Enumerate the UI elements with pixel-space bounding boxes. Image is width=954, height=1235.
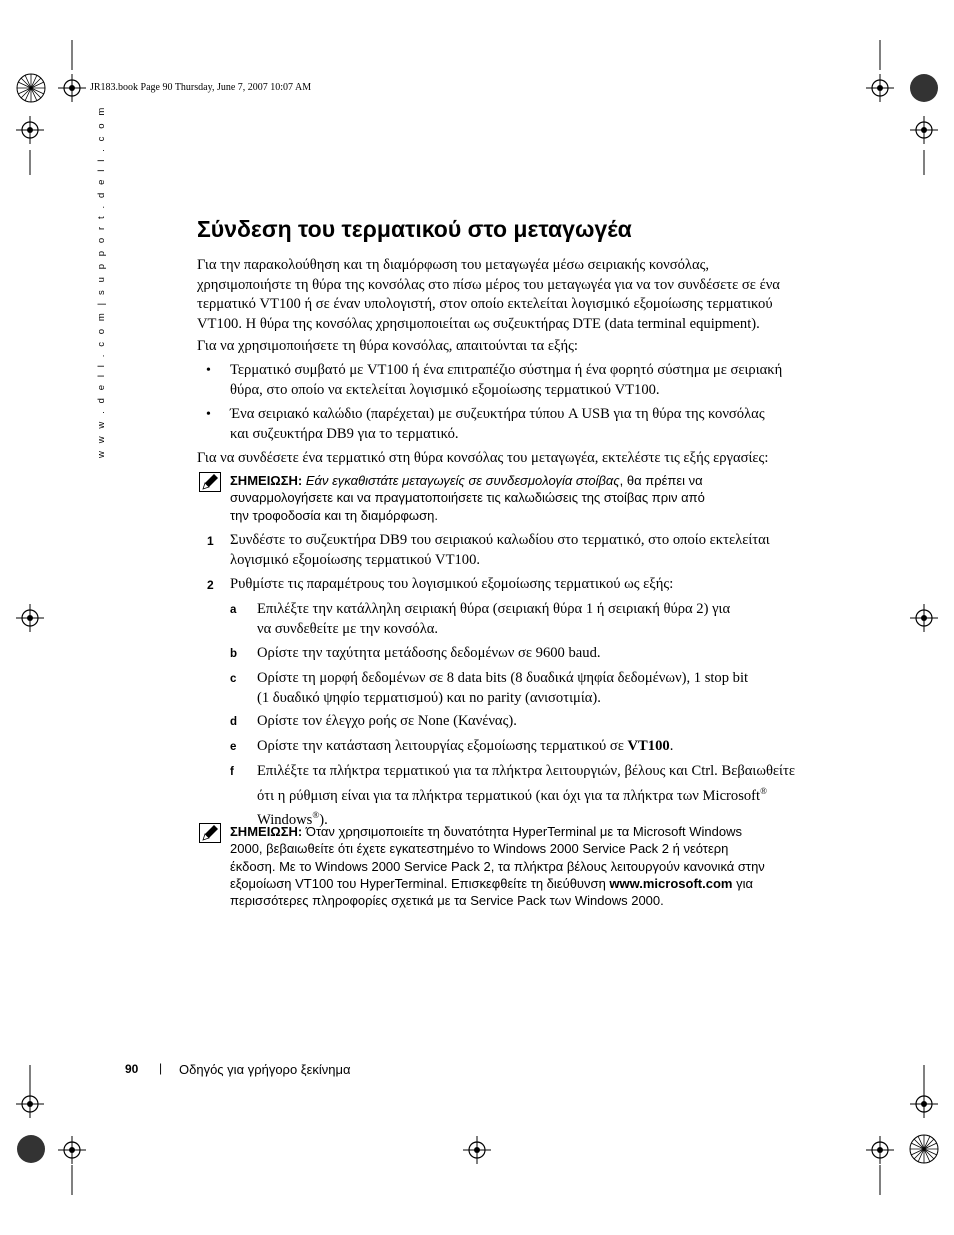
note-stacking: ΣΗΜΕΙΩΣΗ: Εάν εγκαθιστάτε μεταγωγείς σε συνδεσμολογία στοίβας, θα πρέπει να συναρμολογήσετε και να πραγματοποιήσετε τις καλωδιώσεις της στοίβας πριν από την τροφοδοσία και τη διαμόρφωση. [230,473,705,523]
microsoft-link[interactable]: www.microsoft.com [609,875,733,891]
bullet-mark: • [206,363,211,378]
note-hyperterminal: ΣΗΜΕΙΩΣΗ: Όταν χρησιμοποιείτε τη δυνατότητα HyperTerminal με τα Microsoft Windows 2000, βεβαιωθείτε ότι έχετε εγκατεστημένο το Windows 2000 Service Pack 2 ή νεότερη έκδοση. Με το Windows 2000 Service Pack 2, τα πλήκτρα βέλους λειτουργούν κανονικά στην εξομοίωση VT100 του HyperTerminal. Επισκεφθείτε τη διεύθυνση www.microsoft.com για περισσότερες πληροφορίες σχετικά με τα Service Pack των Windows 2000. [230,824,765,909]
substep-text: Επιλέξτε τα πλήκτρα τερματικού για τα πλήκτρα λειτουργιών, βέλους και Ctrl. Βεβαιωθείτε ότι η ρύθμιση είναι για τα πλήκτρα τερματικού (και όχι για τα πλήκτρα των Microsoft® Windows®). [257,763,795,828]
substep-text: Ορίστε τη μορφή δεδομένων σε 8 data bits (8 δυαδικά ψηφία δεδομένων), 1 stop bit (1 δυαδικό ψηφίο τερματισμού) και no parity (ανισοτιμία). [257,670,749,706]
step-number: 2 [207,578,214,592]
substep-text: Ορίστε την κατάσταση λειτουργίας εξομοίωσης τερματικού σε VT100. [257,738,674,754]
print-header: JR183.book Page 90 Thursday, June 7, 2007 10:07 AM [90,82,312,93]
bullet-item: Τερματικό συμβατό με VT100 ή ένα επιτραπέζιο σύστημα ή ένα φορητό σύστημα με σειριακή θύρα, στο οποίο να εκτελείται λογισμικό εξομοίωσης τερματικού VT100. [230,362,783,398]
substep-letter: f [230,766,234,778]
requirements-lead: Για να χρησιμοποιήσετε τη θύρα κονσόλας, απαιτούνται τα εξής: [197,338,578,354]
side-url: w w w . d e l l . c o m | s u p p o r t . d e l l . c o m [96,105,107,458]
tasks-lead: Για να συνδέσετε ένα τερματικό στη θύρα κονσόλας του μεταγωγέα, εκτελέστε τις εξής εργασίες: [197,450,769,466]
substep-text: Ορίστε τον έλεγχο ροής σε None (Κανένας). [257,713,517,729]
footer-title: Οδηγός για γρήγορο ξεκίνημα [179,1062,351,1077]
substep-letter: e [230,741,237,753]
bullet-mark: • [206,407,211,422]
footer-separator: | [159,1061,163,1075]
page-title: Σύνδεση του τερματικού στο μεταγωγέα [197,216,632,242]
pencil-note-icon [199,823,221,843]
page-number: 90 [125,1062,139,1076]
step-text: Συνδέστε το συζευκτήρα DB9 του σειριακού καλωδίου στο τερματικό, στο οποίο εκτελείται λογισμικό εξομοίωσης τερματικού VT100. [230,532,770,568]
pencil-note-icon [199,472,221,492]
substep-letter: a [230,604,237,616]
substep-letter: c [230,673,237,685]
substep-letter: d [230,716,238,728]
step-number: 1 [207,534,214,548]
bullet-item: Ένα σειριακό καλώδιο (παρέχεται) με συζευκτήρα τύπου A USB για τη θύρα της κονσόλας και συζευκτήρα DB9 για το τερματικό. [230,406,765,442]
substep-text: Επιλέξτε την κατάλληλη σειριακή θύρα (σειριακή θύρα 1 ή σειριακή θύρα 2) για να συνδεθείτε με την κονσόλα. [257,601,731,637]
substep-text: Ορίστε την ταχύτητα μετάδοσης δεδομένων σε 9600 baud. [257,645,601,661]
substep-letter: b [230,648,238,660]
step-text: Ρυθμίστε τις παραμέτρους του λογισμικού εξομοίωσης τερματικού ως εξής: [230,576,674,592]
intro-paragraph: Για την παρακολούθηση και τη διαμόρφωση του μεταγωγέα μέσω σειριακής κονσόλας, χρησιμοποιήστε τη θύρα της κονσόλας στο πίσω μέρος του μεταγωγέα για να τον συνδέσετε σε ένα τερματικό VT100 ή σε έναν υπολογιστή, στον οποίο εκτελείται λογισμικό εξομοίωσης τερματικού VT100. Η θύρα της κονσόλας χρησιμοποιείται ως συζευκτήρας DTE (data terminal equipment). [197,257,780,332]
